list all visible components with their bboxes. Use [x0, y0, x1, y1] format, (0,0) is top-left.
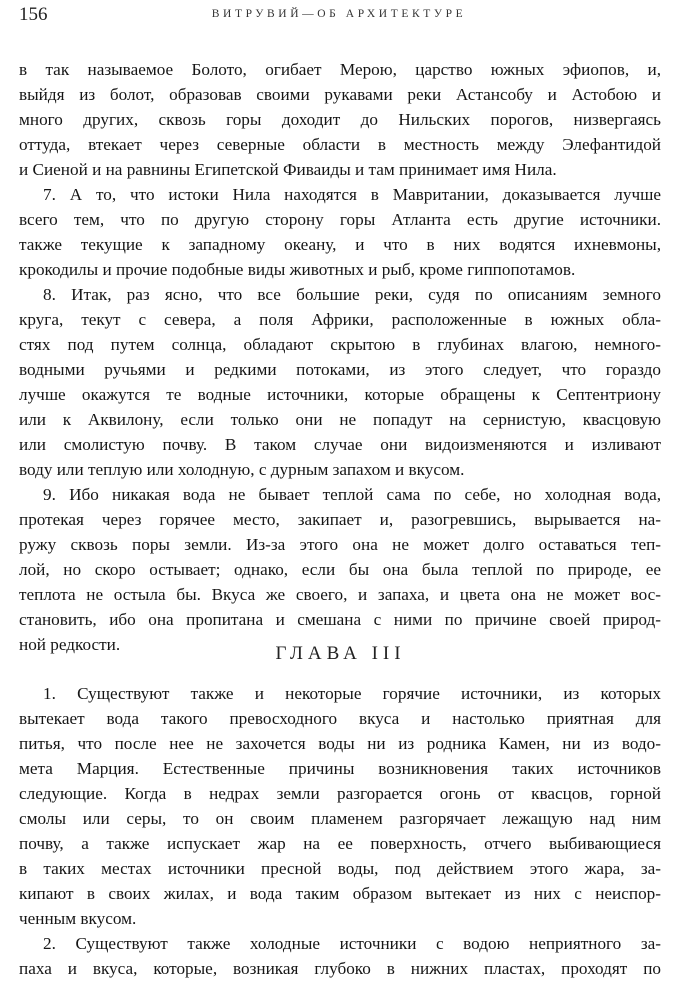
- text-line: в так называемое Болото, огибает Мерою, царство южных эфиопов, и,: [19, 60, 661, 79]
- text-line: кипают в своих жилах, и вода таким образом вытекает из них с неиспор-: [19, 884, 661, 903]
- text-line: мета Марция. Естественные причины возникновения таких источников: [19, 759, 661, 778]
- text-line: 2. Существуют также холодные источники с водою неприятного за-: [43, 934, 661, 953]
- text-line: 7. А то, что истоки Нила находятся в Мавритании, доказывается лучше: [43, 185, 661, 204]
- text-line: или к Аквилону, если только они не попадут на сернистую, квасцовую: [19, 410, 661, 429]
- text-line: стях под путем солнца, обладают скрытою в глубинах влагою, немного-: [19, 335, 661, 354]
- text-line: много других, сквозь горы доходит до Нильских порогов, низвергаясь: [19, 110, 661, 129]
- text-line: паха и вкуса, которые, возникая глубоко в нижних пластах, проходят по: [19, 959, 661, 978]
- text-line: почву, а также испускает жар на ее поверхность, отчего выбивающиеся: [19, 834, 661, 853]
- text-line: круга, текут с севера, а поля Африки, расположенные в южных обла-: [19, 310, 661, 329]
- text-line: лой, но скоро остывает; однако, если бы она была теплой по природе, ее: [19, 560, 661, 579]
- text-block-chapter-2-end: [19, 57, 661, 657]
- text-line: ружу сквозь поры земли. Из-за этого она не может долго оставаться теп-: [19, 535, 661, 554]
- text-line: всего тем, что по другую сторону горы Атланта есть другие источники.: [19, 210, 661, 229]
- text-line: водными ручьями и редкими потоками, из этого следует, что гораздо: [19, 360, 661, 379]
- text-line: и Сиеной и на равнины Египетской Фиваиды и там принимает имя Нила.: [19, 160, 557, 179]
- text-line: ченным вкусом.: [19, 909, 137, 928]
- text-line: 8. Итак, раз ясно, что все большие реки, судя по описаниям земного: [43, 285, 661, 304]
- text-line: становить, ибо она пропитана и смешана с ними по причине своей природ-: [19, 610, 661, 629]
- text-line: или смолистую почву. В таком случае они видоизменяются и изливают: [19, 435, 661, 454]
- text-block-chapter-3: [19, 681, 661, 981]
- text-line: воду или теплую или холодную, с дурным запахом и вкусом.: [19, 460, 465, 479]
- text-line: ной редкости.: [19, 635, 121, 654]
- text-line: теплота не остыла бы. Вкуса же своего, и запаха, и цвета она не может вос-: [19, 585, 661, 604]
- text-line: питья, что после нее не захочется воды ни из родника Камен, ни из водо-: [19, 734, 661, 753]
- text-line: протекая через горячее место, закипает и, разогревшись, вырывается на-: [19, 510, 661, 529]
- text-line: выйдя из болот, образовав своими рукавами реки Астансобу и Астобою и: [19, 85, 661, 104]
- text-line: 9. Ибо никакая вода не бывает теплой сама по себе, но холодная вода,: [43, 485, 661, 504]
- text-line: 1. Существуют также и некоторые горячие источники, из которых: [43, 684, 661, 703]
- text-line: оттуда, втекает через северные области в местность между Элефантидой: [19, 135, 661, 154]
- running-title: ВИТРУВИЙ—ОБ АРХИТЕКТУРЕ: [211, 8, 467, 20]
- text-line: следующие. Когда в недрах земли разгорается огонь от квасцов, горной: [19, 784, 661, 803]
- text-line: в таких местах источники пресной воды, под действием этого жара, за-: [19, 859, 661, 878]
- page-number: 156: [19, 4, 48, 25]
- text-line: вытекает вода такого превосходного вкуса и настолько приятная для: [19, 709, 661, 728]
- text-line: также текущие к западному океану, и что в них водятся ихневмоны,: [19, 235, 661, 254]
- running-head: [19, 4, 659, 28]
- text-line: смолы или серы, то он своим пламенем разгорячает лежащую над ним: [19, 809, 661, 828]
- chapter-heading: ГЛАВА III: [275, 643, 406, 664]
- text-line: лучше окажутся те водные источники, которые обращены к Септентриону: [19, 385, 661, 404]
- text-line: крокодилы и прочие подобные виды животных и рыб, кроме гиппопотамов.: [19, 260, 576, 279]
